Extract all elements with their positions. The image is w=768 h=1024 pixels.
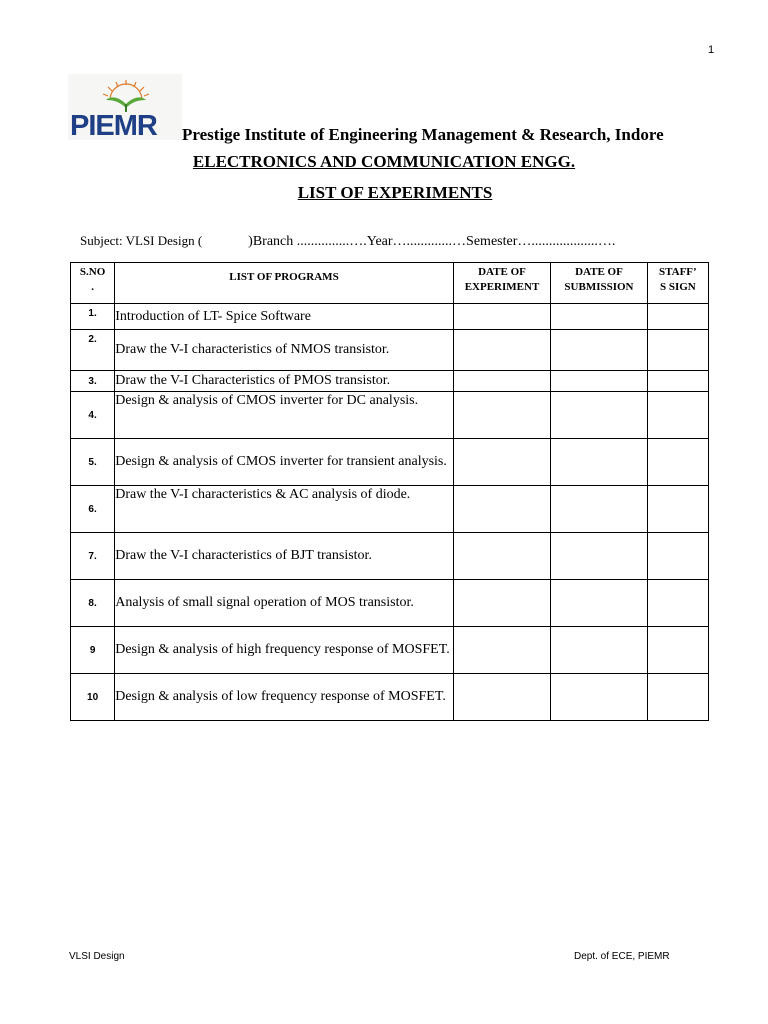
row-sno: 1. [71, 304, 115, 330]
table-row [71, 486, 709, 533]
row-sno: 2. [71, 330, 115, 371]
row-date-submission [551, 533, 647, 580]
row-staff-sign [647, 439, 708, 486]
row-date-submission [551, 304, 647, 330]
row-program: Draw the V-I characteristics of NMOS transistor. [115, 330, 454, 371]
department-title [0, 152, 768, 172]
row-staff-sign [647, 674, 708, 721]
footer-department: Dept. of ECE, PIEMR [574, 951, 670, 962]
row-program: Draw the V-I Characteristics of PMOS transistor. [115, 371, 454, 392]
row-date-experiment [453, 533, 550, 580]
header-date-sub-line1: DATE OF [575, 266, 623, 278]
table-row [71, 627, 709, 674]
table-row [71, 674, 709, 721]
logo-text: PIEMR [70, 110, 157, 140]
row-program: Draw the V-I characteristics & AC analysis of diode. [115, 486, 454, 533]
row-staff-sign [647, 371, 708, 392]
row-date-experiment [453, 371, 550, 392]
page-title-text: LIST OF EXPERIMENTS [297, 183, 493, 202]
row-program: Analysis of small signal operation of MOS transistor. [115, 580, 454, 627]
header-programs: LIST OF PROGRAMS [115, 263, 454, 304]
table-row [71, 439, 709, 486]
row-date-experiment [453, 330, 550, 371]
row-program: Draw the V-I characteristics of BJT transistor. [115, 533, 454, 580]
row-staff-sign [647, 330, 708, 371]
row-date-submission [551, 486, 647, 533]
row-date-experiment [453, 304, 550, 330]
table-row [71, 392, 709, 439]
department-text: ELECTRONICS AND COMMUNICATION ENGG. [192, 152, 576, 171]
row-program: Design & analysis of high frequency response of MOSFET. [115, 627, 454, 674]
row-sno: 9 [71, 627, 115, 674]
subject-line [80, 233, 615, 250]
row-sno: 5. [71, 439, 115, 486]
header-sno [71, 263, 115, 304]
row-date-experiment [453, 674, 550, 721]
experiments-table [70, 262, 709, 721]
branch-year-semester: )Branch ...............….Year….............…Semester…...................…. [248, 234, 616, 249]
row-date-submission [551, 371, 647, 392]
header-date-exp-line2: EXPERIMENT [464, 281, 540, 293]
row-date-experiment [453, 627, 550, 674]
row-program: Design & analysis of CMOS inverter for transient analysis. [115, 439, 454, 486]
header-date-sub-line2: SUBMISSION [564, 281, 634, 293]
header-staff-line1: STAFF’ [659, 266, 697, 278]
row-date-experiment [453, 439, 550, 486]
table-row [71, 330, 709, 371]
header-date-exp-line1: DATE OF [478, 266, 526, 278]
header-date-of-submission [551, 263, 647, 304]
row-staff-sign [647, 486, 708, 533]
row-program: Design & analysis of CMOS inverter for DC analysis. [115, 392, 454, 439]
row-date-experiment [453, 392, 550, 439]
row-date-experiment [453, 580, 550, 627]
row-program: Introduction of LT- Spice Software [115, 304, 454, 330]
piemr-logo-graphic [68, 74, 182, 140]
row-sno: 8. [71, 580, 115, 627]
row-staff-sign [647, 392, 708, 439]
subject-label: Subject: VLSI Design ( [80, 233, 203, 248]
header-date-of-experiment [453, 263, 550, 304]
page-number: 1 [708, 44, 715, 56]
row-staff-sign [647, 627, 708, 674]
footer-subject: VLSI Design [69, 951, 125, 962]
row-staff-sign [647, 304, 708, 330]
header-sno-text: S.NO [79, 266, 106, 278]
header-staff-sign [647, 263, 708, 304]
row-date-submission [551, 627, 647, 674]
row-sno: 10 [71, 674, 115, 721]
header-staff-line2: S SIGN [659, 281, 696, 293]
row-sno: 7. [71, 533, 115, 580]
table-row [71, 371, 709, 392]
row-date-submission [551, 392, 647, 439]
row-sno: 3. [71, 371, 115, 392]
piemr-logo [68, 74, 182, 140]
row-sno: 6. [71, 486, 115, 533]
institute-name: Prestige Institute of Engineering Management & Research, Indore [182, 125, 664, 144]
row-date-experiment [453, 486, 550, 533]
table-row [71, 533, 709, 580]
row-date-submission [551, 580, 647, 627]
row-sno: 4. [71, 392, 115, 439]
table-row [71, 304, 709, 330]
header-sno-dot: . [91, 281, 94, 293]
table-row [71, 580, 709, 627]
row-date-submission [551, 330, 647, 371]
table-header-row [71, 263, 709, 304]
row-date-submission [551, 674, 647, 721]
row-program: Design & analysis of low frequency response of MOSFET. [115, 674, 454, 721]
page-title [0, 183, 768, 203]
row-staff-sign [647, 533, 708, 580]
row-date-submission [551, 439, 647, 486]
row-staff-sign [647, 580, 708, 627]
